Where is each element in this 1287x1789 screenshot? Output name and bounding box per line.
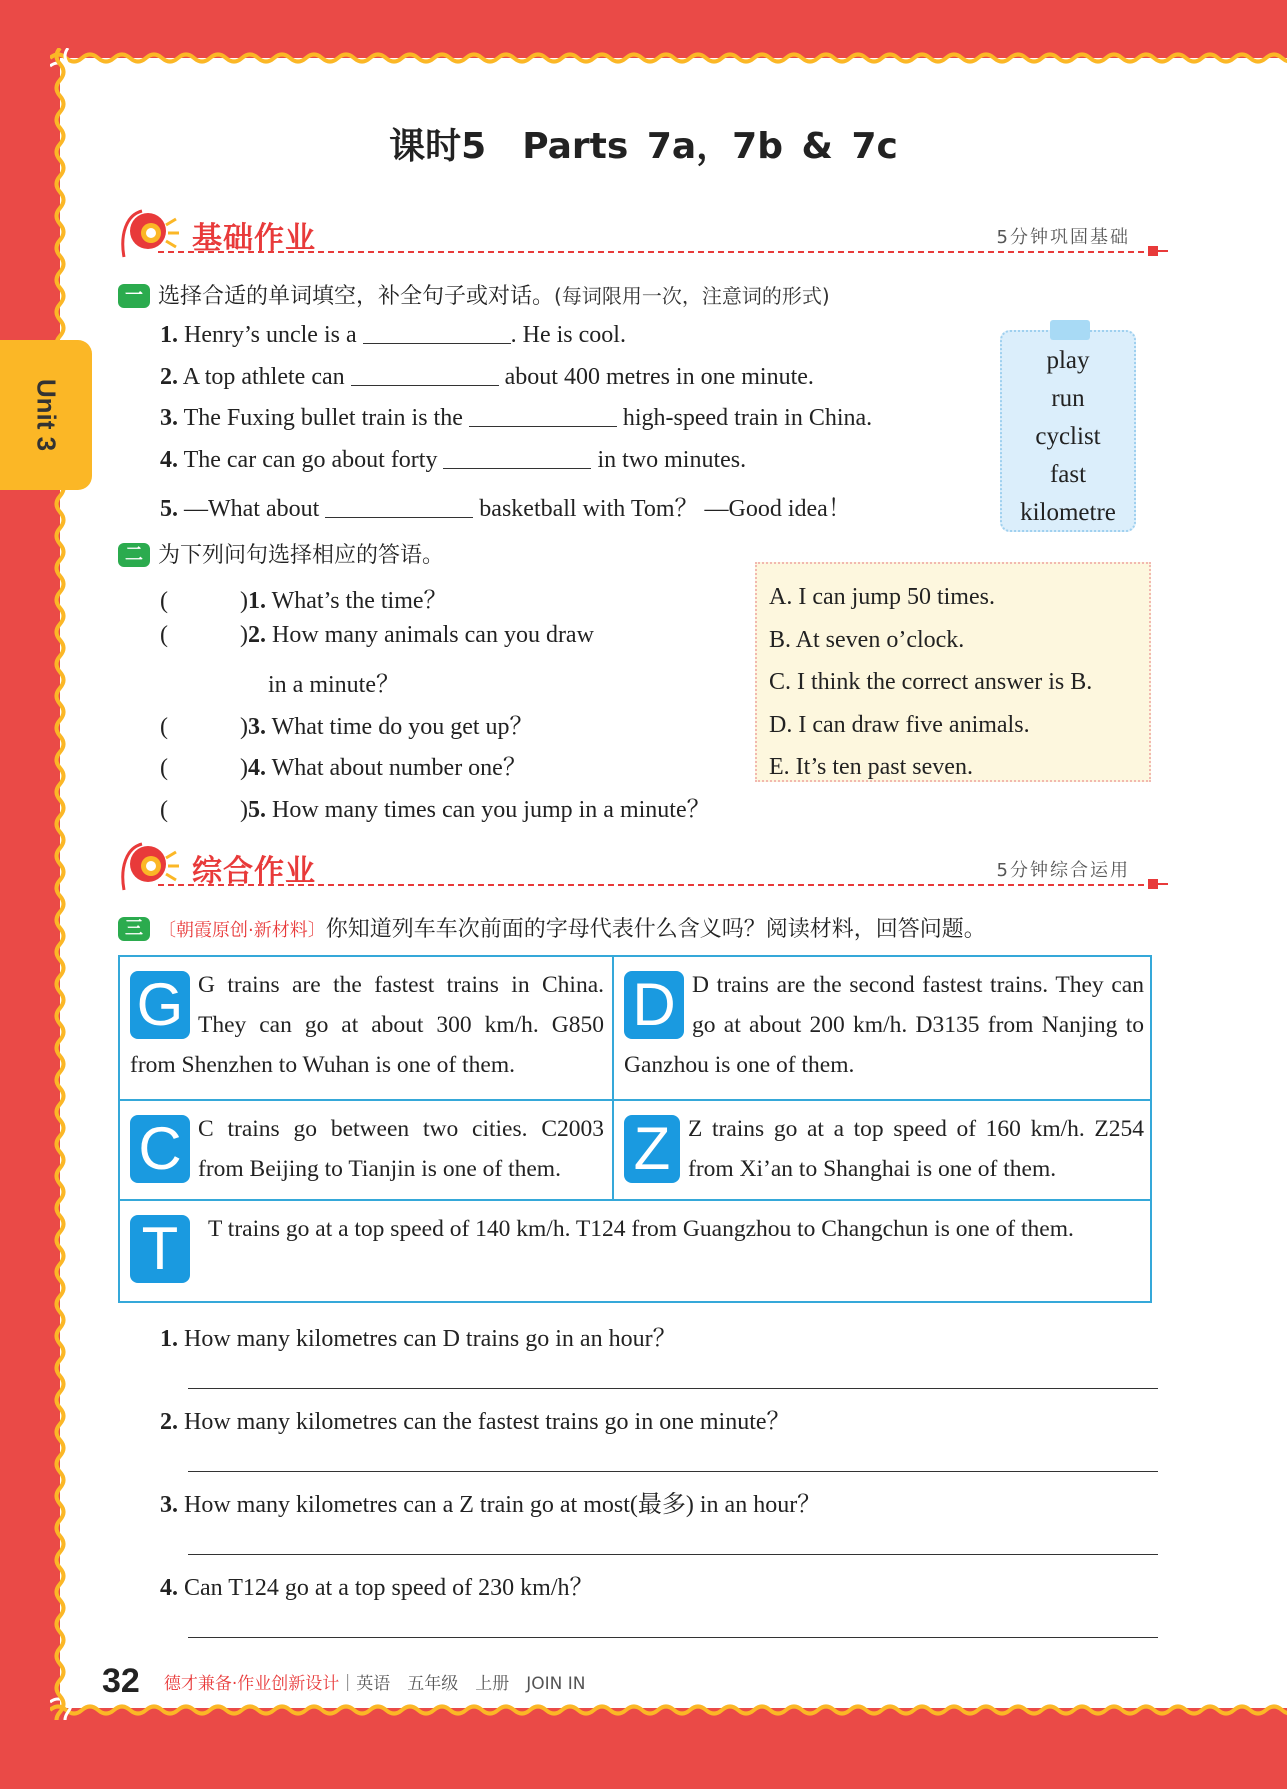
page-number: 32 xyxy=(102,1662,140,1700)
word-bank xyxy=(1000,330,1136,532)
answer-blank[interactable] xyxy=(351,363,499,386)
section-title: 基础作业 xyxy=(192,221,316,256)
letter-d-icon: D xyxy=(624,971,684,1039)
train-cell-t xyxy=(130,1209,1136,1285)
answer-option: D. I can draw five animals. xyxy=(769,711,1030,738)
section-header-basic xyxy=(118,205,1158,261)
footer-subject: ｜英语 五年级 上册 JOIN IN xyxy=(339,1674,586,1694)
train-info-table xyxy=(118,955,1152,1303)
train-description: D trains are the second fastest trains. They can go at about 200 km/h. D3135 from Nanjing to Ganzhou is one of them. xyxy=(624,972,1144,1078)
wavy-border-left xyxy=(50,48,74,1720)
section-time-note: 5分钟巩固基础 xyxy=(996,227,1130,248)
section-divider-tail xyxy=(1158,250,1168,252)
answer-line[interactable] xyxy=(188,1554,1158,1555)
answer-line[interactable] xyxy=(188,1471,1158,1472)
answer-blank[interactable] xyxy=(363,321,511,344)
train-description: C trains go between two cities. C2003 from Beijing to Tianjin is one of them. xyxy=(198,1116,604,1182)
match-question-3: ( )3. What time do you get up？ xyxy=(160,714,534,740)
train-cell-c xyxy=(130,1109,604,1189)
section-time-note: 5分钟综合运用 xyxy=(996,860,1130,881)
task-number-badge: 三 xyxy=(118,917,150,941)
wavy-border-top xyxy=(50,48,1287,72)
task-3-header xyxy=(118,912,986,946)
table-divider xyxy=(612,957,614,1199)
match-question-2-cont: in a minute？ xyxy=(268,672,400,698)
section-header-comprehensive xyxy=(118,838,1158,894)
task-number-badge: 一 xyxy=(118,284,150,308)
match-question-5: ( )5. How many times can you jump in a minute？ xyxy=(160,797,711,823)
word-bank-item: kilometre xyxy=(1020,499,1116,526)
reading-question-4: 4. Can T124 go at a top speed of 230 km/h？ xyxy=(160,1575,594,1601)
answer-options-box xyxy=(755,562,1151,782)
task-instruction: 为下列问句选择相应的答语。 xyxy=(158,543,445,568)
match-question-1: ( )1. What’s the time？ xyxy=(160,588,448,614)
match-question-2: ( )2. How many animals can you draw xyxy=(160,622,594,648)
match-question-4: ( )4. What about number one？ xyxy=(160,755,527,781)
word-bank-item: fast xyxy=(1049,461,1087,488)
fill-sentence-1: 1. Henry’s uncle is a . He is cool. xyxy=(160,322,626,348)
task-instruction: 你知道列车车次前面的字母代表什么含义吗？阅读材料，回答问题。 xyxy=(325,917,986,942)
train-cell-z xyxy=(624,1109,1144,1189)
letter-c-icon: C xyxy=(130,1115,190,1183)
answer-option: B. At seven o’clock. xyxy=(769,626,965,653)
task-number-badge: 二 xyxy=(118,543,150,567)
word-bank-item: play xyxy=(1046,347,1090,374)
section-divider-tail xyxy=(1158,883,1168,885)
fill-sentence-3: 3. The Fuxing bullet train is the high-speed train in China. xyxy=(160,405,873,431)
answer-option: E. It’s ten past seven. xyxy=(769,754,973,780)
page-footer xyxy=(102,1662,586,1702)
word-bank-item: run xyxy=(1051,385,1085,412)
fill-sentence-5: 5. —What about basketball with Tom？ —Good idea！ xyxy=(160,496,852,522)
train-description: Z trains go at a top speed of 160 km/h. Z254 from Xi’an to Shanghai is one of them. xyxy=(688,1116,1144,1182)
reading-question-3: 3. How many kilometres can a Z train go at most(最多) in an hour？ xyxy=(160,1492,822,1518)
table-divider xyxy=(120,1199,1150,1201)
task-1-header xyxy=(118,279,830,313)
unit-tab-label: Unit 3 xyxy=(31,378,62,452)
word-bank-item: cyclist xyxy=(1035,423,1101,450)
task-instruction: 选择合适的单词填空，补全句子或对话。 xyxy=(158,284,555,309)
section-title: 综合作业 xyxy=(192,854,316,889)
section-divider xyxy=(158,884,1144,886)
fill-sentence-4: 4. The car can go about forty in two minutes. xyxy=(160,447,747,473)
answer-line[interactable] xyxy=(188,1637,1158,1638)
task-2-header xyxy=(118,538,444,572)
section-divider-end xyxy=(1148,246,1158,256)
letter-z-icon: Z xyxy=(624,1115,680,1183)
table-divider xyxy=(120,1099,1150,1101)
unit-tab xyxy=(0,340,92,490)
reading-question-1: 1. How many kilometres can D trains go in an hour？ xyxy=(160,1326,677,1352)
train-description: G trains are the fastest trains in China. They can go at about 300 km/h. G850 from Shenzhen to Wuhan is one of them. xyxy=(130,972,604,1078)
train-cell-g xyxy=(130,965,604,1085)
letter-g-icon: G xyxy=(130,971,190,1039)
answer-blank[interactable] xyxy=(443,446,591,469)
task-source: 〔朝霞原创·新材料〕 xyxy=(158,920,326,941)
answer-blank[interactable] xyxy=(325,495,473,518)
task-instruction-note: (每词限用一次，注意词的形式) xyxy=(554,284,830,308)
section-divider xyxy=(158,251,1144,253)
answer-option: A. I can jump 50 times. xyxy=(769,584,995,610)
answer-line[interactable] xyxy=(188,1388,1158,1389)
clip-icon xyxy=(1050,320,1090,340)
train-cell-d xyxy=(624,965,1144,1085)
train-description: T trains go at a top speed of 140 km/h. T124 from Guangzhou to Changchun is one of them. xyxy=(208,1216,1074,1242)
answer-option: C. I think the correct answer is B. xyxy=(769,669,1093,695)
letter-t-icon: T xyxy=(130,1215,190,1283)
lesson-title: 课时5 Parts 7a，7b & 7c xyxy=(389,126,898,167)
section-divider-end xyxy=(1148,879,1158,889)
reading-question-2: 2. How many kilometres can the fastest trains go in one minute？ xyxy=(160,1409,791,1435)
footer-brand: 德才兼备·作业创新设计 xyxy=(163,1674,340,1694)
answer-blank[interactable] xyxy=(469,404,617,427)
fill-sentence-2: 2. A top athlete can about 400 metres in one minute. xyxy=(160,364,814,390)
